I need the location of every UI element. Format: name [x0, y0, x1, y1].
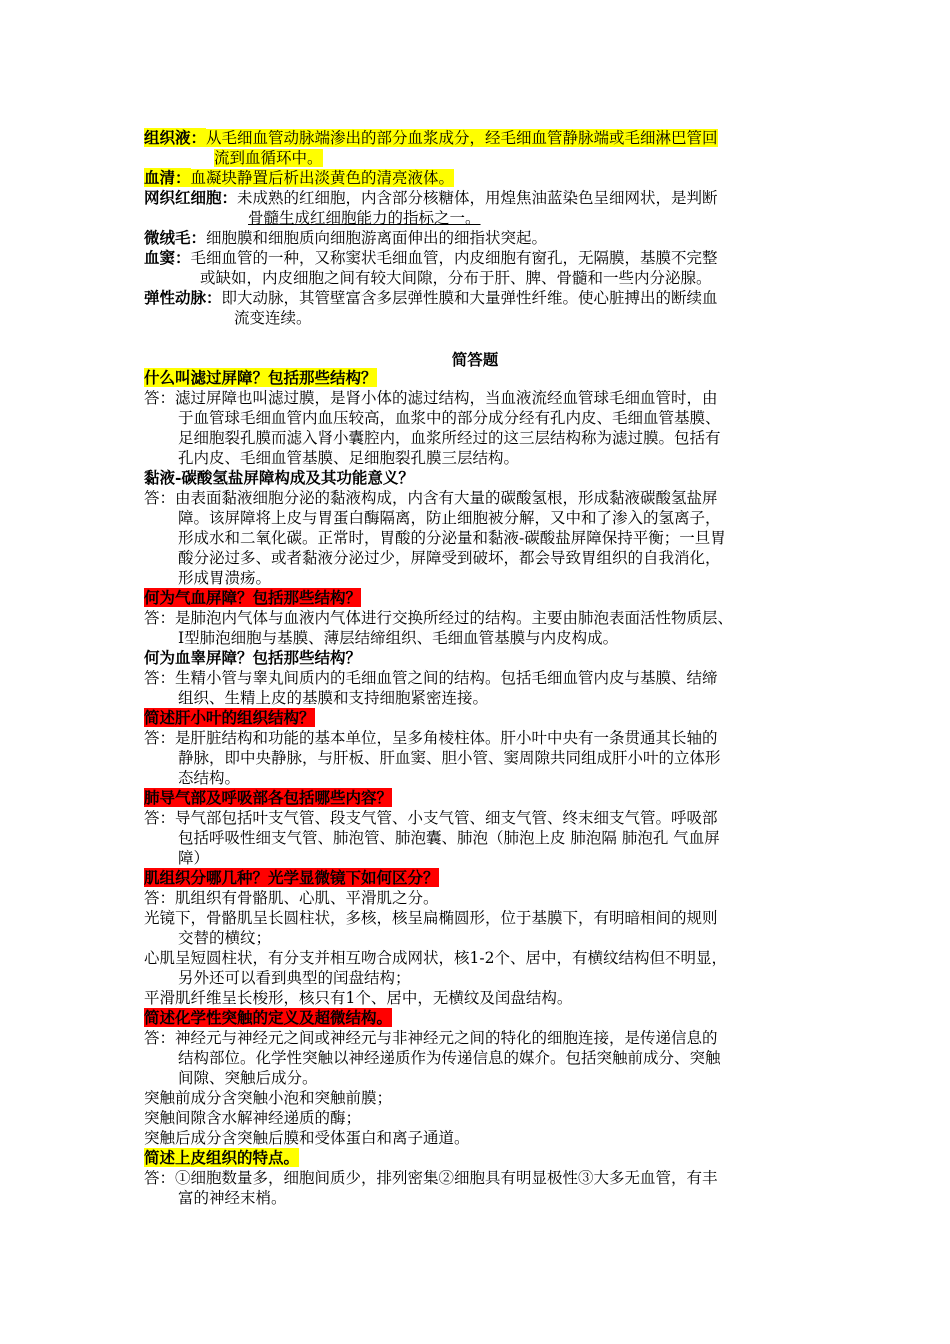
question-1: 什么叫滤过屏障？包括那些结构？ — [144, 368, 377, 387]
def-microvillus: 微绒毛：细胞膜和细胞质向细胞游离面伸出的细指状突起。 — [144, 228, 548, 247]
definitions-section: 组织液：从毛细血管动脉端渗出的部分血浆成分，经毛细血管静脉端或毛细淋巴管回 流到血循环中。 血清：血凝块静置后析出淡黄色的清亮液体。 网织红细胞：未成熟的红细胞，内含部分核糖体，用煌焦油蓝染色呈细网状，是判断 骨髓生成红细胞能力的指标之一。 微绒毛：细胞膜和细胞质向细胞游离面伸出的细指状突起。 血窦：毛细血管的一种，又称窦状毛细血管，内皮细胞有窗孔，无隔膜，基膜不完整 或缺如，内皮细胞之间有较大间隙，分布于肝、脾、骨髓和一些内分泌腺。 弹性动脉：即大动脉，其管壁富含多层弹性膜和大量弹性纤维。使心脏搏出的断续血 流变连续。 — [144, 128, 804, 328]
question-6: 肺导气部及呼吸部各包括哪些内容？ — [144, 788, 393, 807]
question-9: 简述上皮组织的特点。 — [144, 1148, 300, 1167]
question-8: 简述化学性突触的定义及超微结构。 — [144, 1008, 393, 1027]
question-4: 何为血睾屏障？包括那些结构？ — [144, 648, 362, 667]
def-reticulocyte: 网织红细胞：未成熟的红细胞，内含部分核糖体，用煌焦油蓝染色呈细网状，是判断 — [144, 188, 718, 207]
question-5: 简述肝小叶的组织结构？ — [144, 708, 315, 727]
section-title: 简答题 — [451, 350, 499, 369]
def-sinusoid: 血窦：毛细血管的一种，又称窦状毛细血管，内皮细胞有窗孔，无隔膜，基膜不完整 — [144, 248, 718, 267]
def-elastic-artery: 弹性动脉：即大动脉，其管壁富含多层弹性膜和大量弹性纤维。使心脏搏出的断续血 — [144, 288, 718, 307]
question-2: 黏液-碳酸氢盐屏障构成及其功能意义？ — [144, 468, 414, 487]
def-serum: 血清：血凝块静置后析出淡黄色的清亮液体。 — [144, 168, 455, 187]
qa-section: 什么叫滤过屏障？包括那些结构？ 答：滤过屏障也叫滤过膜，是肾小体的滤过结构，当血液流经血管球毛细血管时，由 于血管球毛细血管内血压较高，血浆中的部分成分经有孔内皮、毛细血管基膜、 足细胞裂孔膜而滤入肾小囊腔内，血浆所经过的这三层结构称为滤过膜。包括有 孔内皮、毛细血管基膜、足细胞裂孔膜三层结构。 黏液-碳酸氢盐屏障构成及其功能意义？ 答：由表面黏液细胞分泌的黏液构成，内含有大量的碳酸氢根，形成黏液碳酸氢盐屏 障。该屏障将上皮与胃蛋白酶隔离，防止细胞被分解，又中和了渗入的氢离子， 形成水和二氧化碳。正常时，胃酸的分泌量和黏液-碳酸盐屏障保持平衡；一旦胃 酸分泌过多、或者黏液分泌过少，屏障受到破坏，都会导致胃组织的自我消化， 形成胃溃疡。 何为气血屏障？包括那些结构？ 答：是肺泡内气体与血液内气体进行交换所经过的结构。主要由肺泡表面活性物质层、 I型肺泡细胞与基膜、薄层结缔组织、毛细血管基膜与内皮构成。 何为血睾屏障？包括那些结构？ 答：生精小管与睾丸间质内的毛细血管之间的结构。包括毛细血管内皮与基膜、结缔 组织、生精上皮的基膜和支持细胞紧密连接。 简述肝小叶的组织结构？ 答：是肝脏结构和功能的基本单位，呈多角棱柱体。肝小叶中央有一条贯通其长轴的 静脉，即中央静脉，与肝板、肝血窦、胆小管、窦周隙共同组成肝小叶的立体形 态结构。 肺导气部及呼吸部各包括哪些内容？ 答：导气部包括叶支气管、段支气管、小支气管、细支气管、终末细支气管。呼吸部 包括呼吸性细支气管、肺泡管、肺泡囊、肺泡（肺泡上皮 肺泡隔 肺泡孔 气血屏 障） 肌组织分哪几种？光学显微镜下如何区分？ 答：肌组织有骨骼肌、心肌、平滑肌之分。 光镜下，骨骼肌呈长圆柱状，多核，核呈扁椭圆形，位于基膜下，有明暗相间的规则 交替的横纹； 心肌呈短圆柱状，有分支并相互吻合成网状，核1-2个、居中，有横纹结构但不明显， 另外还可以看到典型的闰盘结构； 平滑肌纤维呈长梭形，核只有1个、居中，无横纹及闰盘结构。 简述化学性突触的定义及超微结构。 答：神经元与神经元之间或神经元与非神经元之间的特化的细胞连接，是传递信息的 结构部位。化学性突触以神经递质作为传递信息的媒介。包括突触前成分、突触 间隙、突触后成分。 突触前成分含突触小泡和突触前膜； 突触间隙含水解神经递质的酶； 突触后成分含突触后膜和受体蛋白和离子通道。 简述上皮组织的特点。 答：①细胞数量多，细胞间质少，排列密集②细胞具有明显极性③大多无血管，有丰 富的神经末梢。 — [144, 368, 804, 1208]
def-tissue-fluid: 组织液：从毛细血管动脉端渗出的部分血浆成分，经毛细血管静脉端或毛细淋巴管回 — [144, 128, 718, 147]
question-7: 肌组织分哪几种？光学显微镜下如何区分？ — [144, 868, 439, 887]
question-3: 何为气血屏障？包括那些结构？ — [144, 588, 362, 607]
